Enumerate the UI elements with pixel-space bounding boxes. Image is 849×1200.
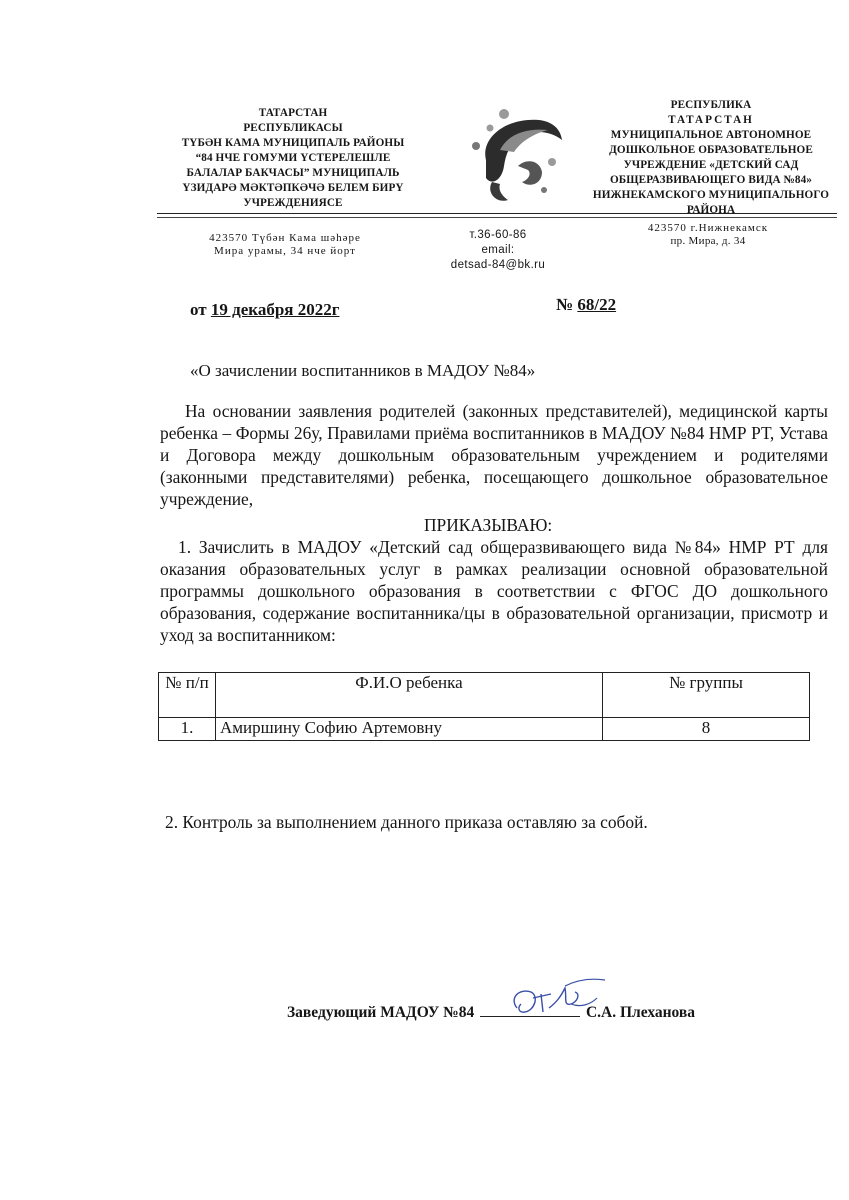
address-line: Мира урамы, 34 нче йорт: [214, 245, 356, 257]
address-line: 423570 г.Нижнекамск: [647, 222, 769, 234]
header-line: РАЙОНА: [686, 204, 736, 216]
header-line: РЕСПУБЛИКА: [670, 99, 752, 111]
header-cell-name: Ф.И.О ребенка: [216, 673, 603, 718]
address-line: 423570 Түбән Кама шәһәре: [209, 232, 361, 244]
number-prefix: №: [556, 295, 578, 314]
order-date: [190, 300, 339, 320]
order-number: [556, 295, 616, 315]
phone: т.36-60-86: [469, 229, 527, 241]
address-tatar: [190, 232, 380, 258]
cell-name: Амиршину Софию Артемовну: [216, 718, 603, 741]
order-preamble: На основании заявления родителей (законных представителей), медицинской карты ребенка – Формы 26у, Правилами приёма воспитанников в МАДОУ №84 НМР РТ, Устава и Договора между дошкольным образовательным учреждением и родителями (законными представителями) ребенка, посещающего дошкольное образовательное учреждение,: [160, 401, 828, 509]
order-command: ПРИКАЗЫВАЮ:: [424, 515, 553, 535]
header-line: ҮЗИДАРӘ МӘКТӘПКӘЧӘ БЕЛЕМ БИРҮ: [182, 182, 404, 194]
cell-number: 1.: [159, 718, 216, 741]
address-line: пр. Мира, д. 34: [670, 235, 746, 247]
header-cell-number: № п/п: [159, 673, 216, 718]
header-cell-group: № группы: [603, 673, 810, 718]
order-item-1: 1. Зачислить в МАДОУ «Детский сад общеразвивающего вида №84» НМР РТ для оказания образовательных услуг в рамках реализации основной образовательной программы дошкольного образования в соответствии с ФГОС ДО дошкольного образования, содержание воспитанника/цы в образовательной организации, присмотр и уход за воспитанником:: [160, 537, 828, 645]
header-line: “84 НЧЕ ГОМУМИ ҮСТЕРЕЛЕШЛЕ: [195, 152, 391, 164]
header-tatar-name: [162, 106, 424, 211]
signature-line: [287, 1000, 695, 1022]
signer-name: С.А. Плеханова: [585, 1004, 696, 1021]
cell-group: 8: [603, 718, 810, 741]
header-divider: [157, 213, 837, 214]
header-line: ДОШКОЛЬНОЕ ОБРАЗОВАТЕЛЬНОЕ: [609, 144, 813, 156]
email-label: email:: [481, 244, 515, 256]
header-line: БАЛАЛАР БАКЧАСЫ” МУНИЦИПАЛЬ: [186, 167, 400, 179]
header-line: ТҮБӘН КАМА МУНИЦИПАЛЬ РАЙОНЫ: [181, 137, 405, 149]
header-line: ОБЩЕРАЗВИВАЮЩЕГО ВИДА №84»: [610, 174, 812, 186]
header-line: УЧРЕЖДЕНИЯСЕ: [243, 197, 343, 209]
contacts: [428, 228, 568, 273]
table-row: [159, 718, 810, 741]
table-header-row: [159, 673, 810, 718]
email-address: detsad-84@bk.ru: [450, 259, 546, 271]
header-line: ТАТАРСТАН: [668, 114, 754, 126]
signer-position: Заведующий МАДОУ №84: [287, 1004, 475, 1021]
header-line: НИЖНЕКАМСКОГО МУНИЦИПАЛЬНОГО: [592, 189, 830, 201]
kindergarten-logo: [456, 100, 571, 210]
header-divider-thin: [157, 217, 837, 218]
header-line: УЧРЕЖДЕНИЕ «ДЕТСКИЙ САД: [623, 159, 799, 171]
header-russian-name: [580, 98, 842, 218]
order-subject: «О зачислении воспитанников в МАДОУ №84»: [190, 361, 536, 380]
header-line: МУНИЦИПАЛЬНОЕ АВТОНОМНОЕ: [610, 129, 812, 141]
date-value: 19 декабря 2022г: [210, 300, 340, 319]
children-table: [158, 672, 810, 741]
address-russian: [618, 222, 798, 248]
date-prefix: от: [190, 300, 211, 319]
order-item-2: 2. Контроль за выполнением данного приказа оставляю за собой.: [165, 812, 648, 832]
number-value: 68/22: [577, 295, 617, 314]
signature-blank: [480, 1000, 580, 1017]
header-line: ТАТАРСТАН: [258, 107, 328, 119]
header-line: РЕСПУБЛИКАСЫ: [243, 122, 343, 134]
